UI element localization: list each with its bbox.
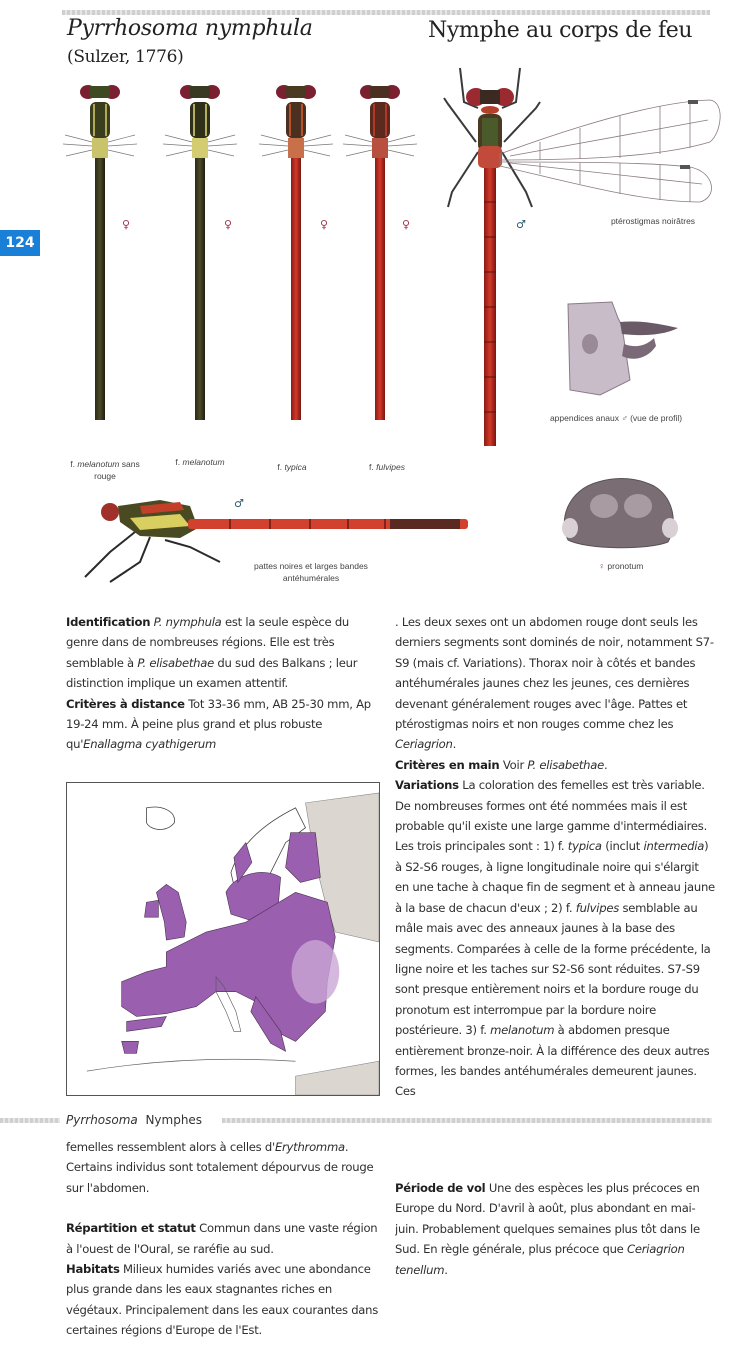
running-head-text: Pyrrhosoma Nymphes — [66, 1113, 203, 1127]
caption-f-fulvipes: f. fulvipes — [369, 462, 405, 472]
caption-pronotum: ♀ pronotum — [598, 561, 644, 571]
scientific-name: Pyrrhosoma nymphula — [67, 16, 313, 41]
page-number-tab: 124 — [0, 230, 40, 256]
caption-f-melanotum-sans-rouge: f. melanotum sans rouge — [70, 459, 140, 482]
female-symbol-4: ♀ — [402, 218, 411, 231]
running-head-rule-left — [0, 1118, 60, 1123]
dorsal-female-illustrations — [60, 70, 440, 460]
female-symbol-2: ♀ — [224, 218, 233, 231]
caption-f-typica: f. typica — [277, 462, 307, 472]
criteres-main-paragraph: Critères en main Voir P. elisabethae. — [395, 757, 608, 772]
map-uncertain-range — [292, 940, 340, 1004]
dragonfly-f-fulvipes — [343, 85, 417, 420]
text-column-left-bottom — [66, 1137, 381, 1341]
male-symbol-lateral: ♂ — [234, 497, 244, 510]
text-column-left-top — [66, 612, 381, 755]
dragonfly-f-melanotum — [163, 85, 237, 420]
caption-pterostigmas: ptérostigmas noirâtres — [610, 216, 696, 226]
identification-paragraph: Identification P. nymphula est la seule espèce du genre dans de nombreuses régions. Elle est très semblable à P. elisabethae du sud des Balkans ; leur distinction implique un examen attentif. — [66, 615, 358, 691]
common-name: Nymphe au corps de feu — [428, 18, 693, 43]
female-symbol-3: ♀ — [320, 218, 329, 231]
top-rule — [62, 10, 710, 15]
caption-anal-appendages: appendices anaux ♂ (vue de profil) — [549, 413, 683, 423]
pronotum-illustration — [538, 470, 698, 555]
caption-f-melanotum: f. melanotum — [175, 457, 225, 467]
text-column-right-top — [395, 612, 715, 1102]
running-head — [0, 1113, 731, 1129]
criteres-distance-paragraph-start: Critères à distance Tot 33-36 mm, AB 25-30 mm, Ap 19-24 mm. À peine plus grand et plus robuste qu'Enallagma cyathigerum — [66, 696, 371, 752]
dragonfly-f-melanotum-sans-rouge — [63, 85, 137, 420]
running-head-rule-right — [222, 1118, 712, 1123]
text-column-right-bottom — [395, 1178, 715, 1280]
variations-paragraph: Variations La coloration des femelles est très variable. De nombreuses formes ont été nommées mais il est probable qu'il existe une large gamme d'intermédiaires. Les trois principales sont : 1) f. typica (inclut intermedia) à S2-S6 rouges, à ligne longitudinale noire qui s'élargit en une tache à chaque fin de segment et à anneau jaune à la base de chacun d'eux ; 2) f. fulvipes semblable au mâle mais avec des anneaux jaunes à la base des segments. Comparées à celle de la forme précédente, la ligne noire et les taches sur S2-S6 sont réduites. S7-S9 sont presque entièrement noirs et la bordure rouge du pronotum est interrompue par la bordure noire postérieure. 3) f. melanotum à abdomen presque entièrement bronze-noir. À la différence des deux autres formes, les bandes antéhumérales demeurent jaunes. Ces — [395, 778, 715, 1099]
variations-continuation: femelles ressemblent alors à celles d'Erythromma. Certains individus sont totalement dépourvus de rouge sur l'abdomen. — [66, 1140, 374, 1195]
caption-lateral: pattes noires et larges bandes antéhumérales — [254, 561, 368, 584]
periode-vol-paragraph: Période de vol Une des espèces les plus précoces en Europe du Nord. D'avril à août, plus abondant en mai-juin. Probablement quelques semaines plus tôt dans le Sud. En règle générale, plus précoce que Ceriagrion tenellum. — [395, 1181, 700, 1277]
habitats-paragraph: Habitats Milieux humides variés avec une abondance plus grande dans les eaux stagnantes riches en végétaux. Principalement dans les eaux courantes dans certaines régions d'Europe de l'Est. — [66, 1262, 379, 1338]
distribution-map — [66, 782, 380, 1096]
repartition-paragraph: Répartition et statut Commun dans une vaste région à l'ouest de l'Oural, se raréfie au sud. — [66, 1221, 378, 1256]
criteres-distance-paragraph-end: . Les deux sexes ont un abdomen rouge dont seuls les derniers segments sont dominés de noir, notamment S7-S9 (mais cf. Variations). Thorax noir à côtés et bandes antéhumérales jaunes chez les jeunes, ces dernières devenant généralement rouges avec l'âge. Pattes et ptérostigmas noirs et non rouges comme chez les Ceriagrion. — [395, 615, 714, 752]
male-symbol-dorsal: ♂ — [516, 218, 526, 231]
dragonfly-f-typica — [259, 85, 333, 420]
female-symbol-1: ♀ — [122, 218, 131, 231]
anal-appendages-illustration — [560, 300, 690, 400]
species-author: (Sulzer, 1776) — [67, 47, 184, 67]
